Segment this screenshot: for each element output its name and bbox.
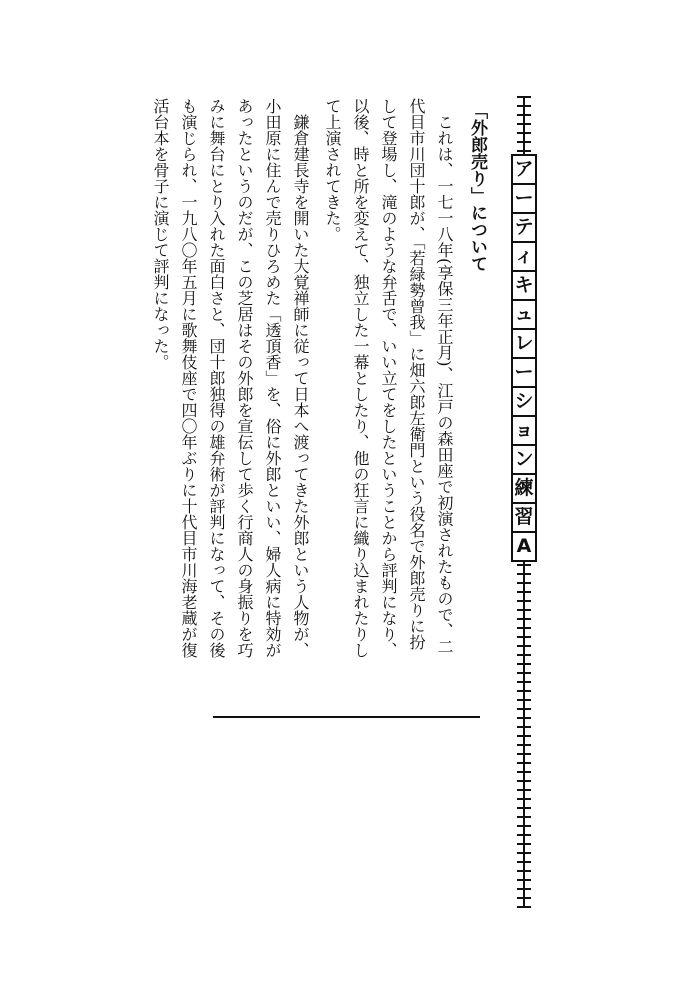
title-char: ィ: [511, 241, 537, 272]
paragraph: これは、一七一八年(享保三年正月)、江戸の森田座で初演されたもので、二代目市川団十郎が、「若緑勢曾我」に畑六郎左衛門という役名で外郎売りに扮して登場し、滝のような弁舌で、いい立てをしたということから評判になり、以後、時と所を変えて、独立した一幕としたり、他の狂言に織り込まれたりして上演されてきた。: [323, 98, 454, 658]
title-char: キ: [511, 270, 537, 301]
title-strip: [511, 96, 537, 908]
section-heading: 「外郎売り」について: [467, 102, 487, 272]
title-boxes: [511, 154, 537, 562]
title-char: ー: [511, 183, 537, 214]
title-char: シ: [511, 386, 537, 417]
title-ticks-bottom: [517, 564, 531, 908]
body-text: [151, 98, 496, 658]
title-char: ー: [511, 357, 537, 388]
paragraph: 鎌倉建長寺を開いた大覚禅師に従って日本へ渡ってきた外郎という人物が、小田原に住んで売りひろめた「透頂香」を、俗に外郎といい、婦人病に特効があったというのだが、この芝居はその外郎を宣伝して歩く行商人の身振りを巧みに舞台にとり入れた面白さと、団十郎独得の雄弁術が評判になって、その後も演じられ、一九八〇年五月に歌舞伎座で四〇年ぶりに十代目市川海老蔵が復活台本を骨子に演じて評判になった。: [151, 98, 310, 658]
title-char: A: [511, 531, 537, 562]
title-char: ン: [511, 444, 537, 475]
title-char: ョ: [511, 415, 537, 446]
title-char: 習: [511, 502, 537, 533]
title-char: ア: [511, 154, 537, 185]
title-char: テ: [511, 212, 537, 243]
title-char: ュ: [511, 299, 537, 330]
bottom-rule: [213, 716, 480, 718]
title-ticks-top: [517, 96, 531, 154]
title-char: レ: [511, 328, 537, 359]
title-char: 練: [511, 473, 537, 504]
